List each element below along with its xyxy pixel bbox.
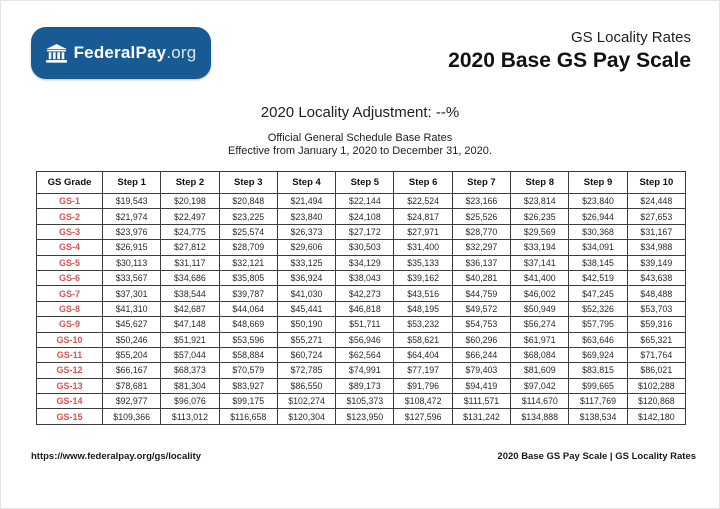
pay-cell: $38,145: [569, 255, 627, 270]
pay-cell: $58,884: [219, 347, 277, 362]
table-row: [37, 301, 686, 316]
table-row: [37, 409, 686, 424]
table-row: [37, 332, 686, 347]
pay-cell: $120,304: [277, 409, 335, 424]
grade-link[interactable]: GS-10: [37, 332, 103, 347]
pay-cell: $26,235: [511, 209, 569, 224]
pay-cell: $32,297: [452, 240, 510, 255]
table-row: [37, 347, 686, 362]
pay-cell: $69,924: [569, 347, 627, 362]
pay-cell: $62,564: [336, 347, 394, 362]
pay-cell: $111,571: [452, 394, 510, 409]
pay-cell: $102,274: [277, 394, 335, 409]
pay-cell: $33,567: [103, 270, 161, 285]
pay-cell: $74,991: [336, 363, 394, 378]
col-header-step: Step 2: [161, 172, 219, 194]
pay-cell: $20,848: [219, 194, 277, 209]
pay-cell: $34,988: [627, 240, 685, 255]
grade-link[interactable]: GS-12: [37, 363, 103, 378]
pay-cell: $24,448: [627, 194, 685, 209]
pay-cell: $20,198: [161, 194, 219, 209]
pay-cell: $59,316: [627, 317, 685, 332]
pay-cell: $66,167: [103, 363, 161, 378]
col-header-step: Step 6: [394, 172, 452, 194]
table-row: [37, 194, 686, 209]
pay-cell: $57,795: [569, 317, 627, 332]
pay-cell: $34,686: [161, 270, 219, 285]
pay-cell: $57,044: [161, 347, 219, 362]
pay-cell: $35,133: [394, 255, 452, 270]
pay-cell: $44,759: [452, 286, 510, 301]
pay-cell: $38,043: [336, 270, 394, 285]
grade-link[interactable]: GS-13: [37, 378, 103, 393]
pay-cell: $47,148: [161, 317, 219, 332]
pay-cell: $51,711: [336, 317, 394, 332]
table-row: [37, 286, 686, 301]
pay-cell: $21,494: [277, 194, 335, 209]
pay-cell: $21,974: [103, 209, 161, 224]
pay-cell: $45,627: [103, 317, 161, 332]
pay-cell: $24,108: [336, 209, 394, 224]
grade-link[interactable]: GS-9: [37, 317, 103, 332]
col-header-gs-grade: GS Grade: [37, 172, 103, 194]
pay-cell: $27,971: [394, 224, 452, 239]
pay-cell: $63,646: [569, 332, 627, 347]
pay-cell: $81,609: [511, 363, 569, 378]
pay-cell: $30,368: [569, 224, 627, 239]
col-header-step: Step 1: [103, 172, 161, 194]
logo-text-main: FederalPay: [73, 43, 167, 62]
pay-cell: $51,921: [161, 332, 219, 347]
pay-cell: $24,775: [161, 224, 219, 239]
pay-cell: $117,769: [569, 394, 627, 409]
pay-cell: $92,977: [103, 394, 161, 409]
pay-cell: $31,400: [394, 240, 452, 255]
grade-link[interactable]: GS-11: [37, 347, 103, 362]
pay-cell: $72,785: [277, 363, 335, 378]
pay-cell: $43,638: [627, 270, 685, 285]
pay-cell: $41,400: [511, 270, 569, 285]
pay-cell: $60,296: [452, 332, 510, 347]
grade-link[interactable]: GS-1: [37, 194, 103, 209]
pay-cell: $41,310: [103, 301, 161, 316]
pay-cell: $23,840: [277, 209, 335, 224]
pay-cell: $54,753: [452, 317, 510, 332]
pay-cell: $79,403: [452, 363, 510, 378]
table-row: [37, 270, 686, 285]
pay-cell: $99,665: [569, 378, 627, 393]
pay-cell: $29,569: [511, 224, 569, 239]
col-header-step: Step 4: [277, 172, 335, 194]
pay-cell: $120,868: [627, 394, 685, 409]
col-header-step: Step 9: [569, 172, 627, 194]
pay-cell: $131,242: [452, 409, 510, 424]
pay-cell: $48,488: [627, 286, 685, 301]
pay-cell: $37,301: [103, 286, 161, 301]
logo-text: [74, 43, 197, 63]
pay-cell: $142,180: [627, 409, 685, 424]
pay-cell: $40,281: [452, 270, 510, 285]
table-row: [37, 255, 686, 270]
pay-cell: $30,503: [336, 240, 394, 255]
pay-cell: $29,606: [277, 240, 335, 255]
pay-cell: $38,544: [161, 286, 219, 301]
gs-pay-table: [36, 171, 686, 425]
pay-cell: $66,244: [452, 347, 510, 362]
pay-cell: $113,012: [161, 409, 219, 424]
pay-cell: $26,915: [103, 240, 161, 255]
pay-cell: $23,225: [219, 209, 277, 224]
pay-cell: $116,658: [219, 409, 277, 424]
pay-cell: $53,232: [394, 317, 452, 332]
grade-link[interactable]: GS-14: [37, 394, 103, 409]
pay-cell: $46,818: [336, 301, 394, 316]
pay-cell: $52,326: [569, 301, 627, 316]
pay-cell: $60,724: [277, 347, 335, 362]
bank-icon: [46, 44, 67, 63]
pay-cell: $23,814: [511, 194, 569, 209]
pay-cell: $24,817: [394, 209, 452, 224]
pay-cell: $71,764: [627, 347, 685, 362]
grade-link[interactable]: GS-5: [37, 255, 103, 270]
pay-cell: $25,574: [219, 224, 277, 239]
pay-cell: $30,113: [103, 255, 161, 270]
grade-link[interactable]: GS-7: [37, 286, 103, 301]
pay-cell: $99,175: [219, 394, 277, 409]
pay-cell: $89,173: [336, 378, 394, 393]
pay-cell: $77,197: [394, 363, 452, 378]
pay-cell: $102,288: [627, 378, 685, 393]
pay-cell: $123,950: [336, 409, 394, 424]
pay-cell: $105,373: [336, 394, 394, 409]
pay-cell: $47,245: [569, 286, 627, 301]
table-row: [37, 317, 686, 332]
pay-cell: $55,204: [103, 347, 161, 362]
pay-cell: $27,653: [627, 209, 685, 224]
pay-cell: $53,596: [219, 332, 277, 347]
pay-cell: $19,543: [103, 194, 161, 209]
pay-cell: $94,419: [452, 378, 510, 393]
pay-cell: $44,064: [219, 301, 277, 316]
pay-cell: $42,519: [569, 270, 627, 285]
pay-cell: $108,472: [394, 394, 452, 409]
pay-cell: $83,815: [569, 363, 627, 378]
pay-cell: $68,084: [511, 347, 569, 362]
pay-cell: $48,669: [219, 317, 277, 332]
locality-adjustment-text: 2020 Locality Adjustment: --%: [260, 104, 460, 121]
pay-cell: $83,927: [219, 378, 277, 393]
table-row: [37, 394, 686, 409]
pay-cell: $78,681: [103, 378, 161, 393]
pay-cell: $34,129: [336, 255, 394, 270]
pay-cell: $23,976: [103, 224, 161, 239]
pay-cell: $97,042: [511, 378, 569, 393]
pay-cell: $28,770: [452, 224, 510, 239]
grade-link[interactable]: GS-8: [37, 301, 103, 316]
table-row: [37, 209, 686, 224]
page-title: 2020 Base GS Pay Scale: [448, 49, 691, 72]
pay-cell: $86,550: [277, 378, 335, 393]
pay-cell: $109,366: [103, 409, 161, 424]
effective-dates-text: Effective from January 1, 2020 to December 31, 2020.: [228, 145, 492, 157]
pay-cell: $53,703: [627, 301, 685, 316]
pay-cell: $50,246: [103, 332, 161, 347]
grade-link[interactable]: GS-15: [37, 409, 103, 424]
pay-cell: $138,534: [569, 409, 627, 424]
table-row: [37, 224, 686, 239]
grade-link[interactable]: GS-4: [37, 240, 103, 255]
pay-cell: $50,949: [511, 301, 569, 316]
official-rates-text: Official General Schedule Base Rates: [267, 132, 453, 144]
pay-cell: $45,441: [277, 301, 335, 316]
pay-cell: $42,273: [336, 286, 394, 301]
pay-cell: $23,166: [452, 194, 510, 209]
pay-cell: $127,596: [394, 409, 452, 424]
pay-cell: $39,787: [219, 286, 277, 301]
pay-cell: $96,076: [161, 394, 219, 409]
page-subtitle: GS Locality Rates: [570, 29, 691, 46]
footer-title: 2020 Base GS Pay Scale | GS Locality Rates: [497, 451, 696, 462]
pay-cell: $86,021: [627, 363, 685, 378]
pay-cell: $22,497: [161, 209, 219, 224]
pay-cell: $39,149: [627, 255, 685, 270]
col-header-step: Step 10: [627, 172, 685, 194]
pay-cell: $56,946: [336, 332, 394, 347]
header-titles: [448, 29, 691, 73]
pay-cell: $134,888: [511, 409, 569, 424]
table-header-row: [37, 172, 686, 194]
pay-cell: $58,621: [394, 332, 452, 347]
col-header-step: Step 5: [336, 172, 394, 194]
pay-cell: $49,572: [452, 301, 510, 316]
pay-cell: $68,373: [161, 363, 219, 378]
pay-cell: $31,167: [627, 224, 685, 239]
pay-cell: $61,971: [511, 332, 569, 347]
pay-cell: $64,404: [394, 347, 452, 362]
pay-cell: $41,030: [277, 286, 335, 301]
federalpay-logo[interactable]: [31, 27, 211, 79]
col-header-step: Step 8: [511, 172, 569, 194]
logo-text-suffix: .org: [166, 43, 197, 62]
pay-cell: $65,321: [627, 332, 685, 347]
pay-cell: $33,194: [511, 240, 569, 255]
pay-cell: $50,190: [277, 317, 335, 332]
grade-link[interactable]: GS-2: [37, 209, 103, 224]
table-row: [37, 378, 686, 393]
pay-cell: $26,944: [569, 209, 627, 224]
pay-cell: $27,172: [336, 224, 394, 239]
pay-cell: $26,373: [277, 224, 335, 239]
pay-cell: $91,796: [394, 378, 452, 393]
table-row: [37, 240, 686, 255]
pay-cell: $55,271: [277, 332, 335, 347]
pay-cell: $42,687: [161, 301, 219, 316]
pay-cell: $46,002: [511, 286, 569, 301]
col-header-step: Step 7: [452, 172, 510, 194]
pay-cell: $39,162: [394, 270, 452, 285]
pay-cell: $37,141: [511, 255, 569, 270]
pay-cell: $25,526: [452, 209, 510, 224]
pay-cell: $43,516: [394, 286, 452, 301]
pay-cell: $36,137: [452, 255, 510, 270]
pay-cell: $32,121: [219, 255, 277, 270]
pay-cell: $56,274: [511, 317, 569, 332]
pay-cell: $31,117: [161, 255, 219, 270]
pay-cell: $28,709: [219, 240, 277, 255]
footer-url[interactable]: https://www.federalpay.org/gs/locality: [31, 451, 201, 462]
pay-cell: $36,924: [277, 270, 335, 285]
pay-cell: $22,144: [336, 194, 394, 209]
pay-cell: $81,304: [161, 378, 219, 393]
pay-cell: $33,125: [277, 255, 335, 270]
pay-cell: $114,670: [511, 394, 569, 409]
pay-cell: $23,840: [569, 194, 627, 209]
pay-cell: $35,805: [219, 270, 277, 285]
table-row: [37, 363, 686, 378]
pay-cell: $22,524: [394, 194, 452, 209]
pay-cell: $27,812: [161, 240, 219, 255]
grade-link[interactable]: GS-6: [37, 270, 103, 285]
grade-link[interactable]: GS-3: [37, 224, 103, 239]
pay-cell: $70,579: [219, 363, 277, 378]
col-header-step: Step 3: [219, 172, 277, 194]
pay-cell: $34,091: [569, 240, 627, 255]
pay-cell: $48,195: [394, 301, 452, 316]
